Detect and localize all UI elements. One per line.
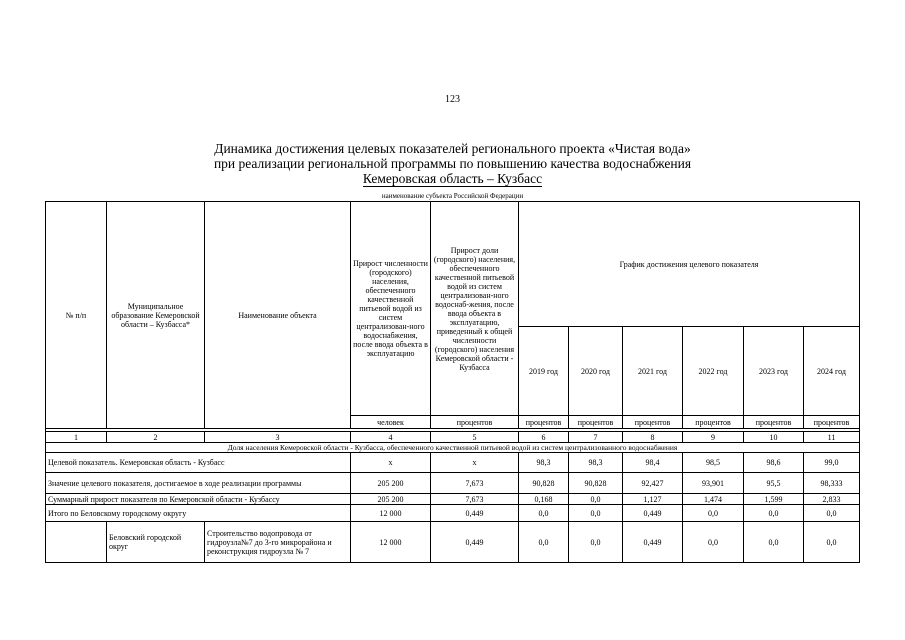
index-cell: 11 <box>804 432 860 443</box>
page-number: 123 <box>445 94 460 105</box>
title-line-1: Динамика достижения целевых показателей регионального проекта «Чистая вода» <box>214 141 691 156</box>
header-row <box>46 202 860 327</box>
cell-year: 0,449 <box>623 522 683 563</box>
cell-year: 0,0 <box>569 505 623 522</box>
cell-year: 0,168 <box>519 494 569 505</box>
cell-year: 0,0 <box>519 505 569 522</box>
index-cell: 8 <box>623 432 683 443</box>
index-cell: 7 <box>569 432 623 443</box>
header-share: Прирост доли (городского) населения, обеспеченного качественной питьевой водой из систем централизован-ного водоснаб-жения, после ввода объекта в эксплуатацию, приведенный к общей численности (городского) населения Кемеровской области - Кузбасса <box>431 202 519 416</box>
cell-year: 0,0 <box>569 494 623 505</box>
row-label: Суммарный прирост показателя по Кемеровской области - Кузбассу <box>46 494 351 505</box>
header-schedule: График достижения целевого показателя <box>519 202 860 327</box>
unit-cell: процентов <box>569 416 623 429</box>
cell-year: 93,901 <box>683 473 744 494</box>
indicators-table <box>45 201 860 563</box>
index-cell: 5 <box>431 432 519 443</box>
region-name: Кемеровская область – Кузбасс <box>362 171 543 186</box>
header-year: 2021 год <box>623 327 683 416</box>
header-year: 2022 год <box>683 327 744 416</box>
cell-municipality: Беловский городской округ <box>107 522 205 563</box>
header-year: 2024 год <box>804 327 860 416</box>
cell-year: 0,0 <box>569 522 623 563</box>
header-year: 2020 год <box>569 327 623 416</box>
cell-share: x <box>431 453 519 473</box>
index-cell: 1 <box>46 432 107 443</box>
cell-population: x <box>351 453 431 473</box>
table-row <box>46 473 860 494</box>
document-title <box>0 141 905 187</box>
cell-year: 1,474 <box>683 494 744 505</box>
cell-year: 1,599 <box>744 494 804 505</box>
unit-cell: процентов <box>519 416 569 429</box>
header-municipality: Муниципальное образование Кемеровской области – Кузбасса* <box>107 202 205 429</box>
unit-cell: процентов <box>804 416 860 429</box>
unit-cell: процентов <box>623 416 683 429</box>
cell-year: 2,833 <box>804 494 860 505</box>
cell-share: 7,673 <box>431 494 519 505</box>
cell-population: 205 200 <box>351 494 431 505</box>
cell-population: 12 000 <box>351 505 431 522</box>
cell-year: 0,0 <box>804 505 860 522</box>
section-row <box>46 443 860 453</box>
index-cell: 9 <box>683 432 744 443</box>
section-title: Доля населения Кемеровской области - Кузбасса, обеспеченного качественной питьевой водой из систем централизованного водоснабжения <box>46 443 860 453</box>
cell-year: 99,0 <box>804 453 860 473</box>
index-cell: 2 <box>107 432 205 443</box>
cell-year: 90,828 <box>569 473 623 494</box>
header-growth: Прирост численности (городского) населения, обеспеченного качественной питьевой водой из систем централизован-ного водоснабжения, после ввода объекта в эксплуатацию <box>351 202 431 416</box>
cell-population: 205 200 <box>351 473 431 494</box>
header-object: Наименование объекта <box>205 202 351 429</box>
header-year: 2023 год <box>744 327 804 416</box>
row-label: Целевой показатель. Кемеровская область - Кузбасс <box>46 453 351 473</box>
cell-year: 95,5 <box>744 473 804 494</box>
index-cell: 4 <box>351 432 431 443</box>
cell-population: 12 000 <box>351 522 431 563</box>
cell-year: 0,0 <box>744 522 804 563</box>
table-row <box>46 505 860 522</box>
row-label: Значение целевого показателя, достигаемое в ходе реализации программы <box>46 473 351 494</box>
cell-year: 0,449 <box>623 505 683 522</box>
index-cell: 3 <box>205 432 351 443</box>
header-year: 2019 год <box>519 327 569 416</box>
table-row <box>46 494 860 505</box>
unit-cell: человек <box>351 416 431 429</box>
cell-share: 0,449 <box>431 505 519 522</box>
cell-year: 98,4 <box>623 453 683 473</box>
cell-year: 0,0 <box>683 505 744 522</box>
header-num: № п/п <box>46 202 107 429</box>
unit-cell: процентов <box>431 416 519 429</box>
cell-object: Строительство водопровода от гидроузла№7 до 3-го микрорайона и реконструкция гидроузла № 7 <box>205 522 351 563</box>
cell-year: 0,0 <box>804 522 860 563</box>
cell-year: 1,127 <box>623 494 683 505</box>
cell-year: 0,0 <box>519 522 569 563</box>
region-caption: наименование субъекта Российской Федерации <box>381 192 524 200</box>
cell-share: 7,673 <box>431 473 519 494</box>
cell-year: 90,828 <box>519 473 569 494</box>
unit-cell: процентов <box>683 416 744 429</box>
index-cell: 6 <box>519 432 569 443</box>
index-cell: 10 <box>744 432 804 443</box>
cell-year: 98,333 <box>804 473 860 494</box>
cell-year: 98,3 <box>569 453 623 473</box>
unit-cell: процентов <box>744 416 804 429</box>
cell-year: 92,427 <box>623 473 683 494</box>
cell-year: 98,6 <box>744 453 804 473</box>
row-label: Итого по Беловскому городскому округу <box>46 505 351 522</box>
cell-share: 0,449 <box>431 522 519 563</box>
cell-num <box>46 522 107 563</box>
cell-year: 0,0 <box>744 505 804 522</box>
cell-year: 98,3 <box>519 453 569 473</box>
title-line-2: при реализации региональной программы по повышению качества водоснабжения <box>213 156 692 171</box>
cell-year: 98,5 <box>683 453 744 473</box>
index-row <box>46 432 860 443</box>
table-row <box>46 453 860 473</box>
cell-year: 0,0 <box>683 522 744 563</box>
table-row <box>46 522 860 563</box>
